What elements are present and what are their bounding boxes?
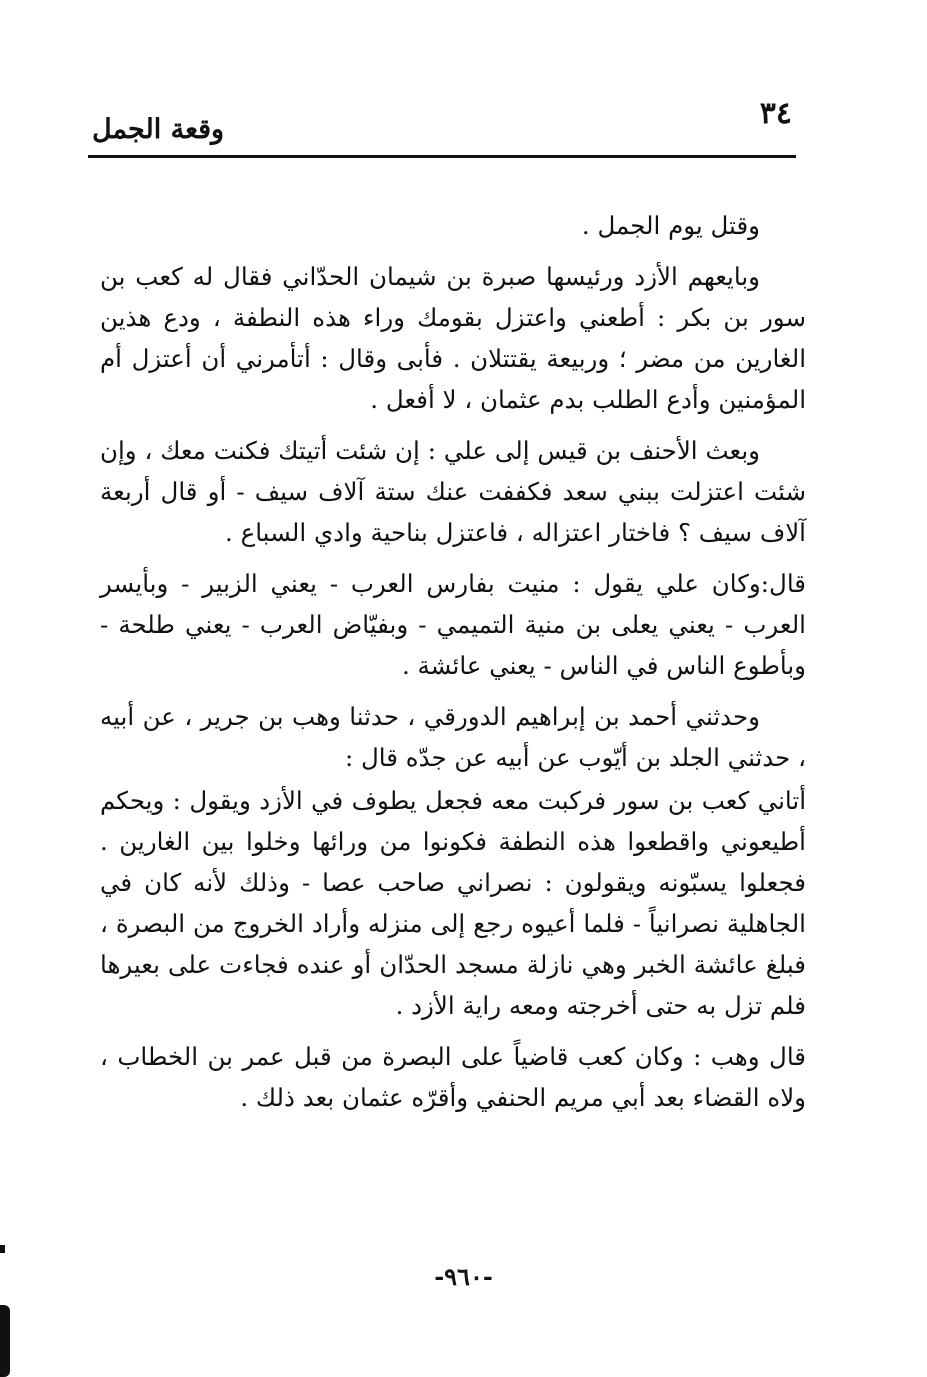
paragraph-4: قال:وكان علي يقول : منيت بفارس العرب - يعني الزبير - وبأيسر العرب - يعني يعلى بن منية التميمي - وبفيّاض العرب - يعني طلحة - وبأطوع الناس في الناس - يعني عائشة .: [100, 569, 806, 680]
paragraph-2: وبايعهم الأزد ورئيسها صبرة بن شيمان الحدّاني فقال له كعب بن سور بن بكر : أطعني واعتزل بقومك وراء هذه النطفة ، ودع هذين الغارين من مضر ؛ وربيعة يقتتلان . فأبى وقال : أتأمرني أن أعتزل أم المؤمنين وأدع الطلب بدم عثمان ، لا أفعل .: [100, 262, 806, 414]
folio-number: -٩٦٠-: [434, 1262, 493, 1291]
body-text: [100, 205, 806, 1128]
page-footer: [0, 1262, 927, 1291]
scan-binding-shadow: [0, 1305, 10, 1377]
page-header: [88, 92, 796, 158]
header-rule: [88, 155, 796, 158]
paragraph-6: أتاني كعب بن سور فركبت معه فجعل يطوف في الأزد ويقول : ويحكم أطيعوني واقطعوا هذه النطفة فكونوا من ورائها وخلوا بين الغارين . فجعلوا يسبّونه ويقولون : نصراني صاحب عصا - وذلك لأنه كان في الجاهلية نصرانياً - فلما أعيوه رجع إلى منزله وأراد الخروج من البصرة ، فبلغ عائشة الخبر وهي نازلة مسجد الحدّان أو عنده فجاءت على بعيرها فلم تزل به حتى أخرجته ومعه راية الأزد .: [100, 786, 806, 1020]
paragraph-3: وبعث الأحنف بن قيس إلى علي : إن شئت أتيتك فكنت معك ، وإن شئت اعتزلت ببني سعد فكففت عنك ستة آلاف سيف - أو قال أربعة آلاف سيف ؟ فاختار اعتزاله ، فاعتزل بناحية وادي السباع .: [100, 436, 806, 547]
scan-edge-mark: [0, 1245, 5, 1253]
running-title: وقعة الجمل: [92, 114, 225, 145]
paragraph-1: وقتل يوم الجمل .: [581, 211, 760, 240]
paragraph-5: وحدثني أحمد بن إبراهيم الدورقي ، حدثنا وهب بن جرير ، عن أبيه ، حدثني الجلد بن أيّوب عن أبيه عن جدّه قال :: [100, 702, 806, 772]
paragraph-7: قال وهب : وكان كعب قاضياً على البصرة من قبل عمر بن الخطاب ، ولاه القضاء بعد أبي مريم الحنفي وأقرّه عثمان بعد ذلك .: [100, 1042, 806, 1112]
page-number: ٣٤: [759, 96, 792, 131]
